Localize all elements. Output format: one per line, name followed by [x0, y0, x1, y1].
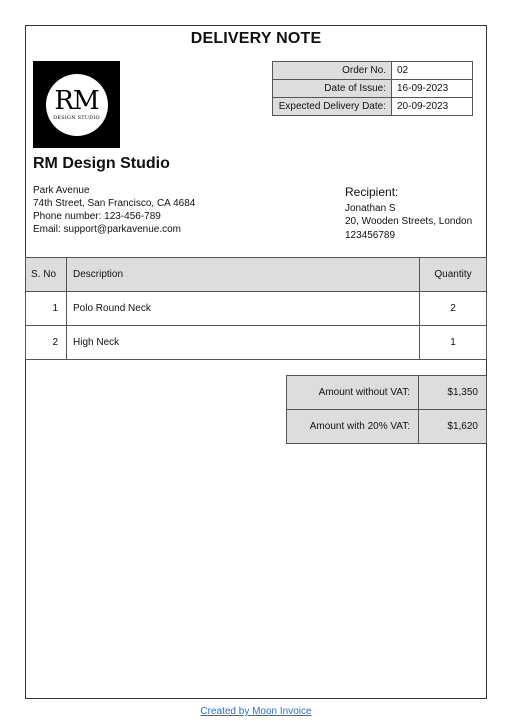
- recipient-heading: Recipient:: [345, 185, 399, 199]
- company-name: RM Design Studio: [33, 155, 170, 172]
- amount-with-vat-label: Amount with 20% VAT:: [287, 410, 419, 444]
- company-address-line1: Park Avenue: [33, 185, 90, 196]
- items-header-row: [26, 258, 487, 292]
- created-by-link[interactable]: Created by Moon Invoice: [200, 706, 312, 717]
- items-table: [25, 257, 487, 360]
- recipient-address: 20, Wooden Streets, London: [345, 216, 473, 227]
- column-header-sno: S. No: [26, 258, 67, 292]
- row-quantity: 1: [420, 326, 487, 360]
- recipient-name: Jonathan S: [345, 202, 396, 214]
- amount-with-vat-value: $1,620: [419, 410, 487, 444]
- delivery-date-value: 20-09-2023: [392, 98, 473, 116]
- table-row: [26, 292, 487, 326]
- meta-row-order-no: [273, 62, 473, 80]
- row-description: Polo Round Neck: [67, 292, 420, 326]
- company-address-line2: 74th Street, San Francisco, CA 4684: [33, 198, 196, 209]
- logo-mark: RM: [54, 85, 99, 116]
- document-title: DELIVERY NOTE: [190, 30, 322, 47]
- delivery-date-label: Expected Delivery Date:: [273, 98, 392, 116]
- table-row: [26, 326, 487, 360]
- issue-date-value: 16-09-2023: [392, 80, 473, 98]
- meta-row-delivery-date: [273, 98, 473, 116]
- logo-circle: [46, 74, 108, 136]
- row-sno: 2: [26, 326, 67, 360]
- row-sno: 1: [26, 292, 67, 326]
- issue-date-label: Date of Issue:: [273, 80, 392, 98]
- delivery-note-page: [25, 25, 487, 699]
- order-no-value: 02: [392, 62, 473, 80]
- logo-subtitle: DESIGN STUDIO: [53, 114, 100, 121]
- totals-table: [286, 375, 487, 444]
- company-email: Email: support@parkavenue.com: [33, 224, 181, 235]
- recipient-block: [345, 186, 472, 242]
- company-phone: Phone number: 123-456-789: [33, 211, 161, 222]
- company-info: [33, 184, 195, 236]
- row-description: High Neck: [67, 326, 420, 360]
- meta-row-issue-date: [273, 80, 473, 98]
- order-meta-table: [272, 61, 473, 116]
- column-header-description: Description: [67, 258, 420, 292]
- total-row-with-vat: [287, 410, 487, 444]
- company-logo: [33, 61, 120, 148]
- total-row-without-vat: [287, 376, 487, 410]
- row-quantity: 2: [420, 292, 487, 326]
- column-header-quantity: Quantity: [420, 258, 487, 292]
- recipient-phone: 123456789: [345, 229, 396, 241]
- amount-without-vat-label: Amount without VAT:: [287, 376, 419, 410]
- amount-without-vat-value: $1,350: [419, 376, 487, 410]
- order-no-label: Order No.: [273, 62, 392, 80]
